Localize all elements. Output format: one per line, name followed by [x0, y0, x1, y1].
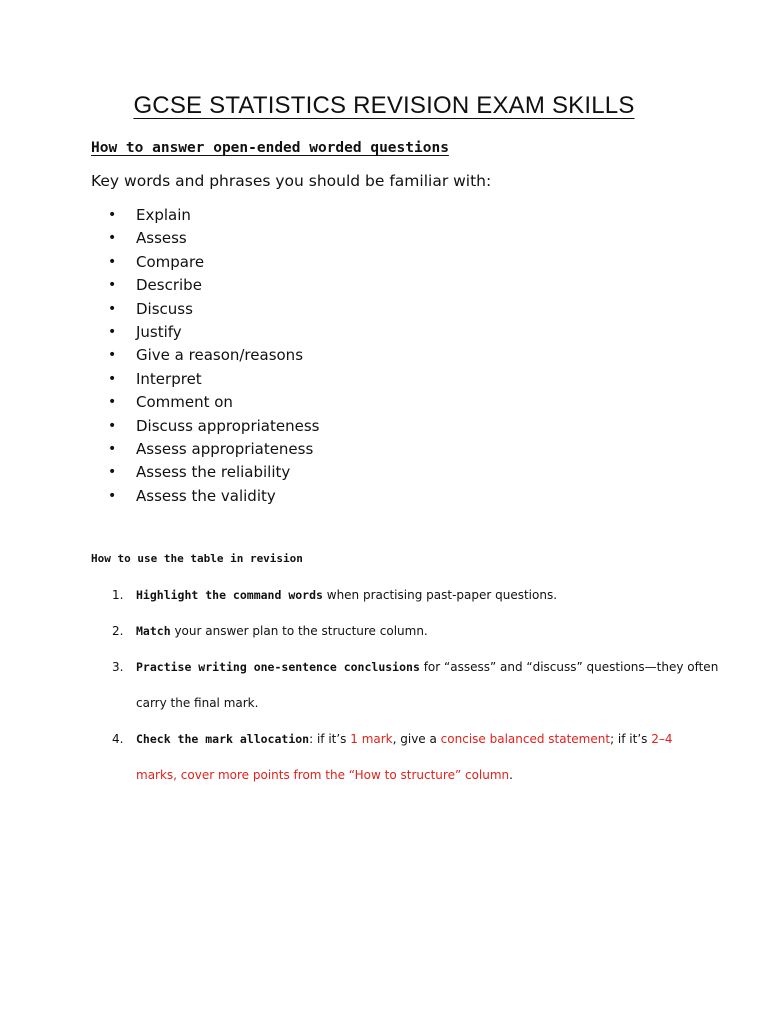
bullet-icon: • — [108, 323, 117, 340]
bullet-icon: • — [108, 277, 117, 294]
bullet-icon: • — [108, 207, 117, 223]
step-2-text: Match your answer plan to the structure column. — [136, 624, 428, 638]
step-number: 3. — [112, 660, 124, 674]
bullet-icon: • — [108, 347, 117, 364]
intro-text: Key words and phrases you should be familiar with: — [91, 172, 492, 190]
step-number: 4. — [112, 732, 124, 746]
step-4-text: Check the mark allocation: if it’s 1 mark, give a concise balanced statement; if it’s 2–4 — [136, 732, 673, 746]
bullet-icon: • — [108, 300, 117, 317]
revision-heading: How to use the table in revision — [91, 552, 303, 565]
bullet-icon: • — [108, 394, 117, 411]
section-subtitle: How to answer open-ended worded questions — [91, 140, 449, 156]
bullet-icon: • — [108, 487, 117, 504]
bullet-icon: • — [108, 440, 117, 457]
bullet-icon: • — [108, 370, 117, 387]
bullet-icon: • — [108, 230, 117, 247]
step-number: 2. — [112, 624, 124, 638]
document-page: GCSE STATISTICS REVISION EXAM SKILLS How to answer open-ended worded questions Key words and phrases you should be familiar with: • Explain • Assess • Compare • Describe • Discuss • Justify • Give a reason/reasons • Interpret • Comment on • Discuss appropriateness • Assess appropriateness • Assess the reliability • Assess the validity How to use the table in revision 1. Highlight the command words when practising past-paper questions. 2. Match your answer plan to the structure column. 3. Practise writing one-sentence conclusions for “assess” and “discuss” questions—they often carry the final mark. 4. Check the mark allocation: if it’s 1 mark, give a concise balanced statement; if it’s 2–4 marks, cover more points from the “How to structure” column. — [0, 0, 768, 1024]
page-title — [0, 92, 768, 120]
step-number: 1. — [112, 588, 124, 602]
step-1-text: Highlight the command words when practising past-paper questions. — [136, 588, 558, 602]
page-title-text: GCSE STATISTICS REVISION EXAM SKILLS — [133, 92, 635, 119]
step-4-continuation: marks, cover more points from the “How to structure” column. — [136, 768, 513, 782]
bullet-icon: • — [108, 464, 117, 481]
bullet-icon: • — [108, 253, 117, 270]
step-3-text: Practise writing one-sentence conclusions for “assess” and “discuss” questions—they often — [136, 660, 719, 674]
bullet-icon: • — [108, 417, 117, 434]
step-3-continuation: carry the final mark. — [136, 696, 259, 710]
